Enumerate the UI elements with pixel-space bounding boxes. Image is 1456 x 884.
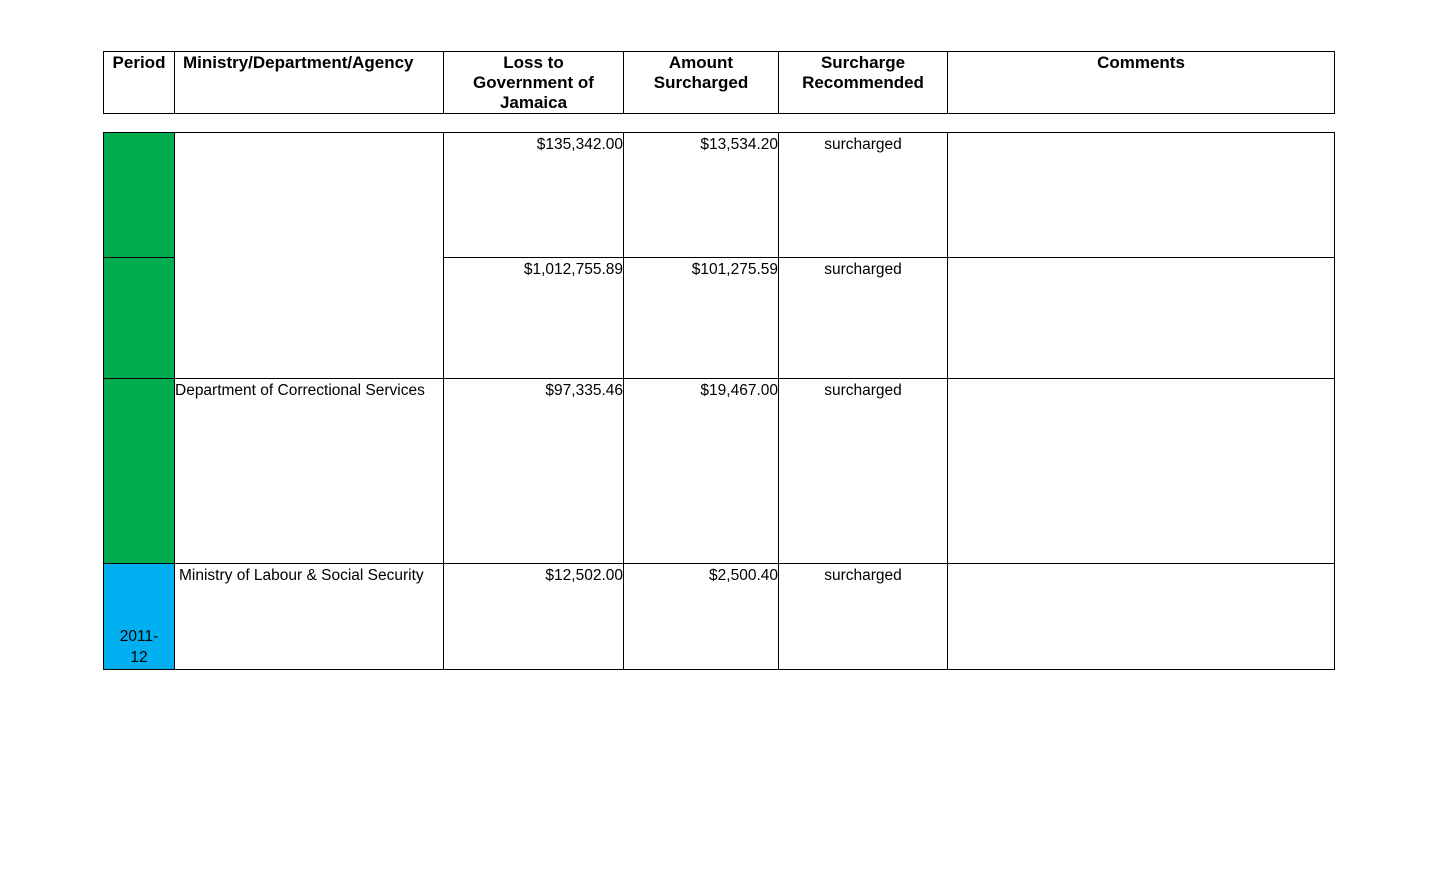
header-mda: Ministry/Department/Agency: [175, 52, 444, 114]
amount-surcharged-cell: $19,467.00: [624, 379, 779, 564]
header-amount-surcharged: Amount Surcharged: [624, 52, 779, 114]
comments-cell: [948, 564, 1335, 670]
loss-cell: $1,012,755.89: [444, 258, 624, 379]
surcharge-recommended-cell: surcharged: [779, 564, 948, 670]
mda-label: Ministry of Labour & Social Security: [179, 567, 424, 584]
surcharge-table: [103, 132, 1335, 670]
period-cell: [104, 379, 175, 564]
surcharge-recommended-cell: surcharged: [779, 258, 948, 379]
comments-cell: [948, 258, 1335, 379]
mda-cell: Department of Correctional Services: [175, 379, 444, 564]
table-row: [104, 379, 1335, 564]
header-row: [104, 52, 1335, 114]
header-period: Period: [104, 52, 175, 114]
table-row: [104, 133, 1335, 258]
header-comments: Comments: [948, 52, 1335, 114]
period-label: 2011-12: [119, 628, 159, 666]
period-cell: [104, 564, 175, 670]
header-table: [103, 51, 1335, 114]
amount-surcharged-cell: $101,275.59: [624, 258, 779, 379]
header-surcharge-recommended: Surcharge Recommended: [779, 52, 948, 114]
loss-cell: $12,502.00: [444, 564, 624, 670]
mda-cell: [175, 133, 444, 379]
loss-cell: $135,342.00: [444, 133, 624, 258]
comments-cell: [948, 379, 1335, 564]
surcharge-recommended-cell: surcharged: [779, 133, 948, 258]
surcharge-recommended-cell: surcharged: [779, 379, 948, 564]
comments-cell: [948, 133, 1335, 258]
amount-surcharged-cell: $13,534.20: [624, 133, 779, 258]
header-loss: Loss to Government of Jamaica: [444, 52, 624, 114]
amount-surcharged-cell: $2,500.40: [624, 564, 779, 670]
period-cell: [104, 133, 175, 258]
loss-cell: $97,335.46: [444, 379, 624, 564]
mda-cell: [175, 564, 444, 670]
table-row: [104, 564, 1335, 670]
period-cell: [104, 258, 175, 379]
